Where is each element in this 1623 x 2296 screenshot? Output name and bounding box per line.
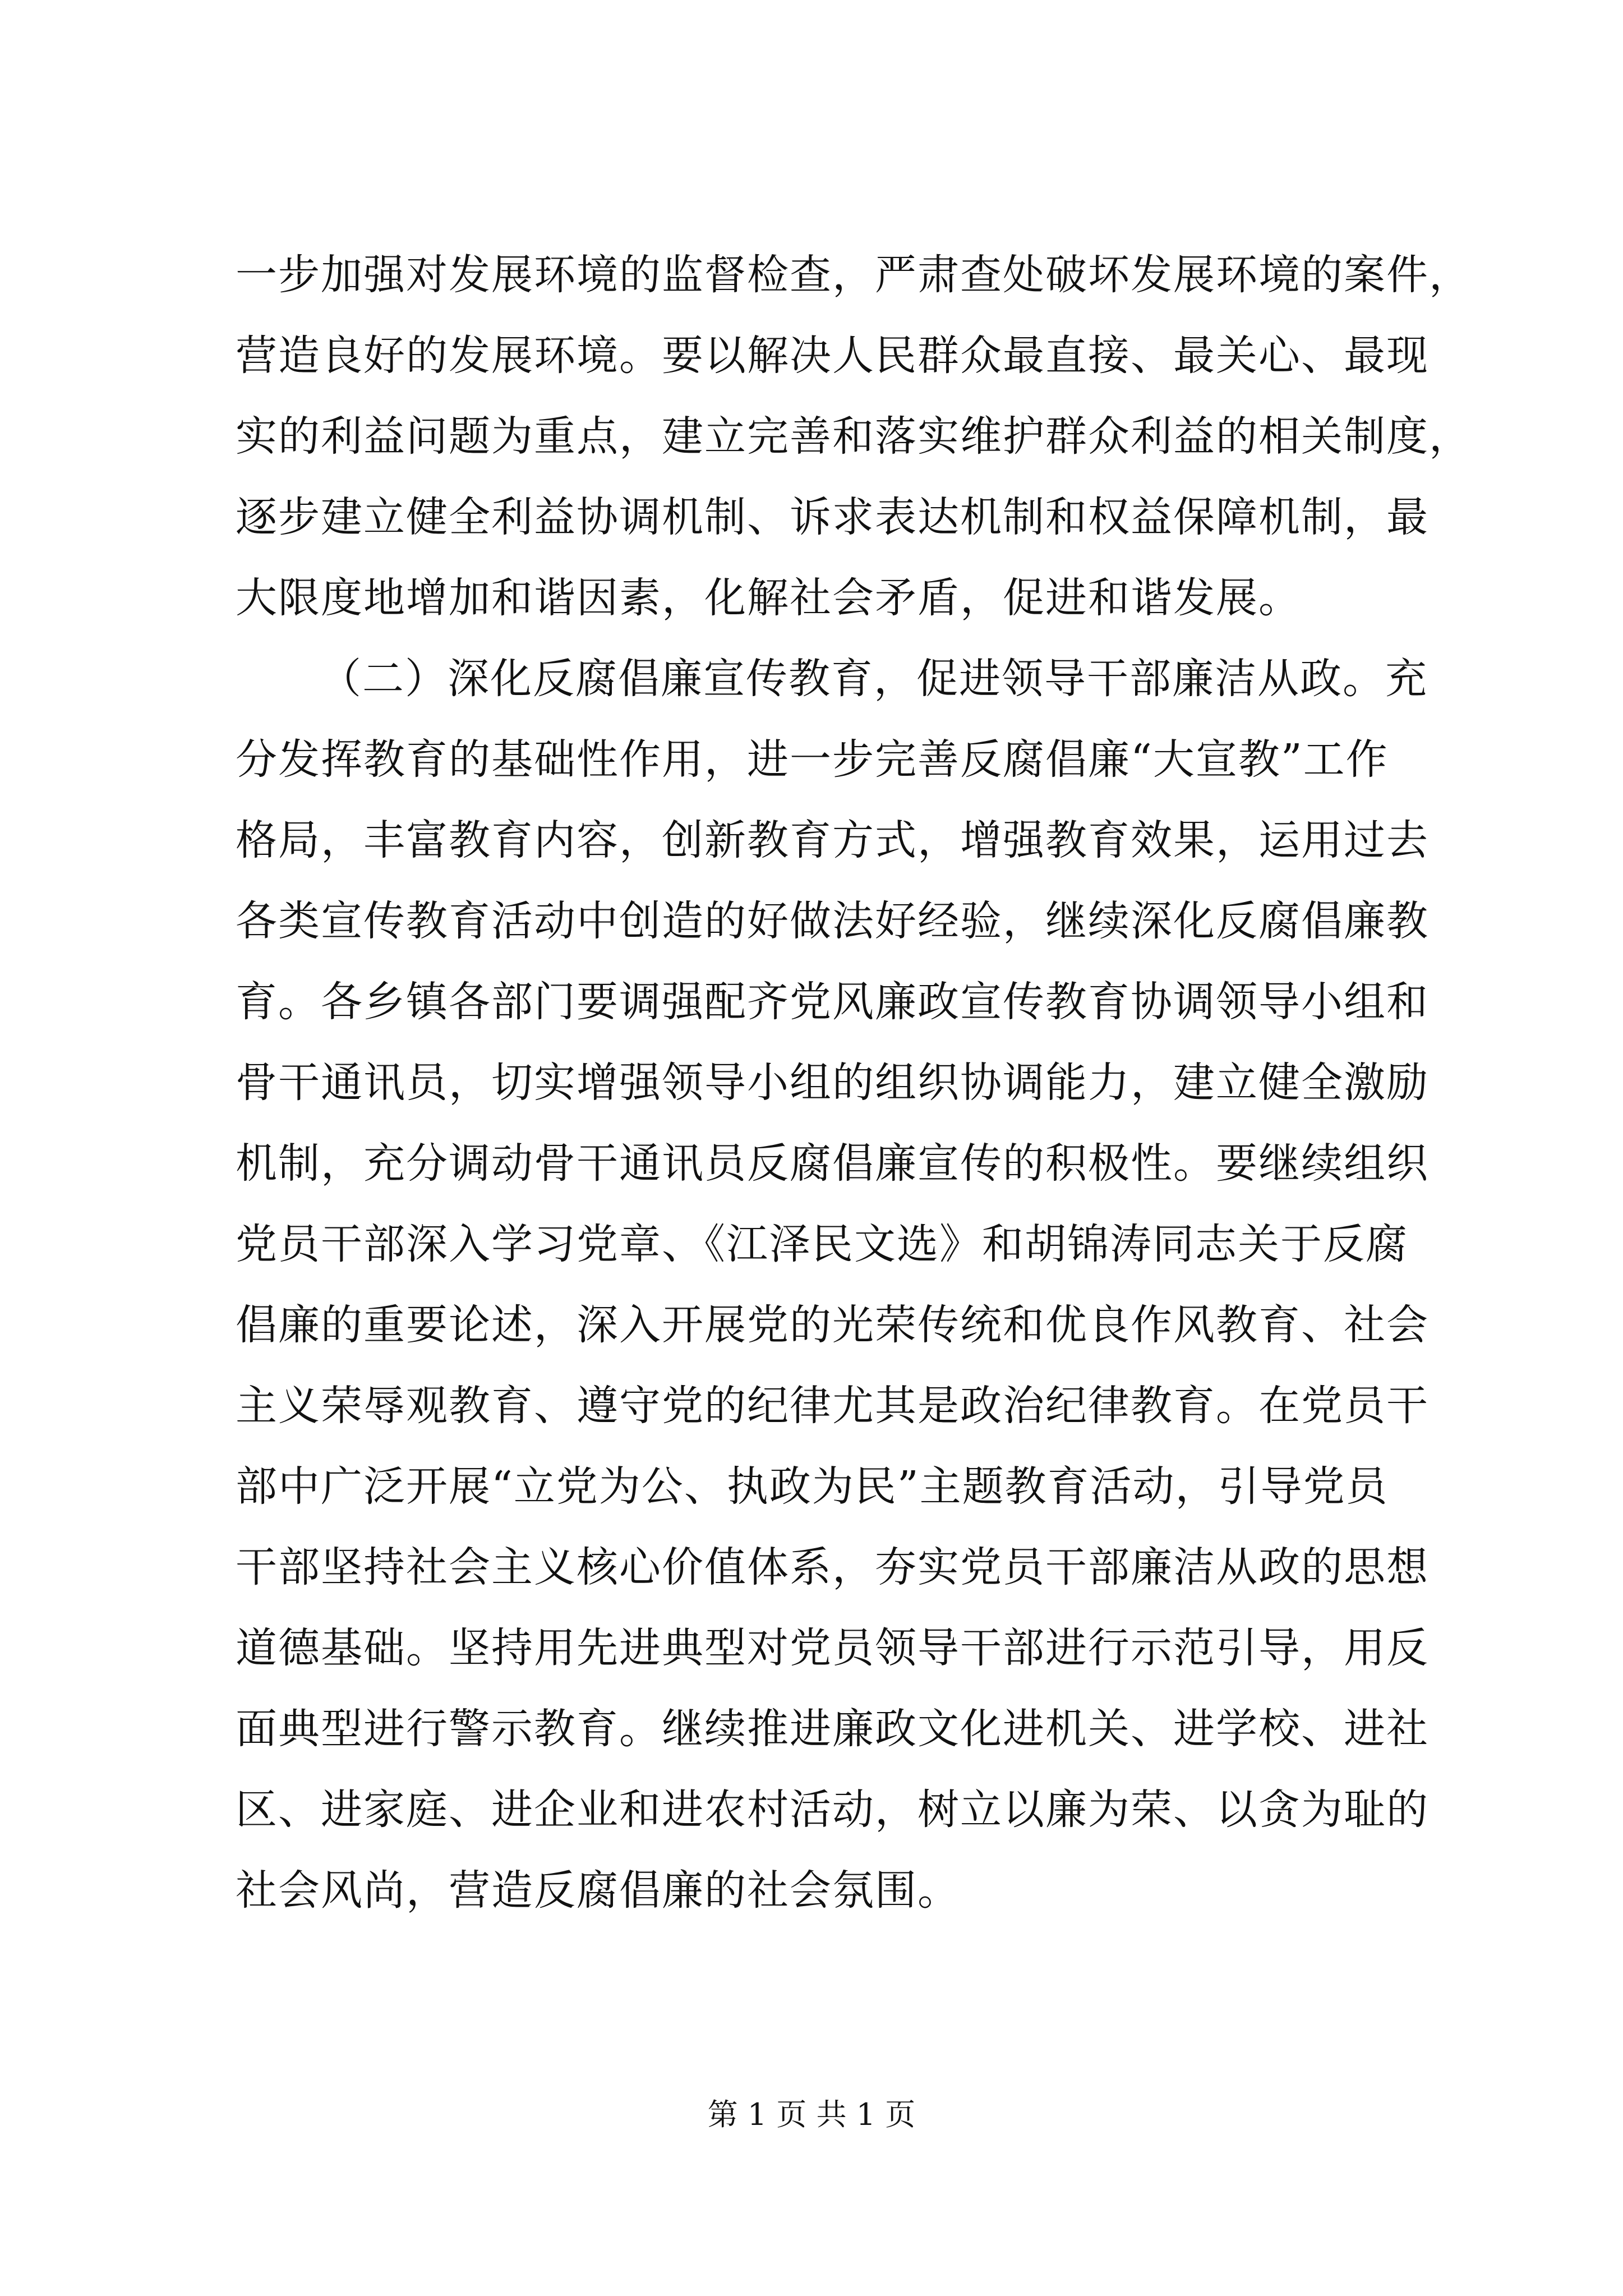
text-line-20: 区、进家庭、进企业和进农村活动，树立以廉为荣、以贪为耻的 xyxy=(236,1786,1429,1834)
text-line-11: 骨干通讯员，切实增强领导小组的组织协调能力，建立健全激励 xyxy=(236,1059,1429,1107)
text-line-18: 道德基础。坚持用先进典型对党员领导干部进行示范引导，用反 xyxy=(236,1624,1429,1672)
text-line-1: 一步加强对发展环境的监督检查，严肃查处破坏发展环境的案件， xyxy=(236,251,1472,299)
text-line-5: 大限度地增加和谐因素，化解社会矛盾，促进和谐发展。 xyxy=(236,574,1301,622)
text-line-3: 实的利益问题为重点，建立完善和落实维护群众利益的相关制度， xyxy=(236,412,1472,461)
text-line-14: 倡廉的重要论述，深入开展党的光荣传统和优良作风教育、社会 xyxy=(236,1301,1429,1349)
text-line-2: 营造良好的发展环境。要以解决人民群众最直接、最关心、最现 xyxy=(236,332,1429,380)
text-line-12: 机制，充分调动骨干通讯员反腐倡廉宣传的积极性。要继续组织 xyxy=(236,1139,1429,1188)
text-line-19: 面典型进行警示教育。继续推进廉政文化进机关、进学校、进社 xyxy=(236,1705,1429,1753)
section-heading-line: （二）深化反腐倡廉宣传教育，促进领导干部廉洁从政。充 xyxy=(320,655,1428,703)
text-line-15: 主义荣辱观教育、遵守党的纪律尤其是政治纪律教育。在党员干 xyxy=(236,1382,1429,1430)
text-line-7: 分发挥教育的基础性作用，进一步完善反腐倡廉“大宣教”工作 xyxy=(236,735,1389,784)
text-line-9: 各类宣传教育活动中创造的好做法好经验，继续深化反腐倡廉教 xyxy=(236,897,1429,945)
text-line-17: 干部坚持社会主义核心价值体系，夯实党员干部廉洁从政的思想 xyxy=(236,1543,1429,1591)
text-line-21: 社会风尚，营造反腐倡廉的社会氛围。 xyxy=(236,1866,960,1915)
text-line-10: 育。各乡镇各部门要调强配齐党风廉政宣传教育协调领导小组和 xyxy=(236,978,1429,1026)
text-line-8: 格局，丰富教育内容，创新教育方式，增强教育效果，运用过去 xyxy=(236,816,1429,864)
page-number-footer: 第 1 页 共 1 页 xyxy=(707,2097,916,2132)
text-line-16: 部中广泛开展“立党为公、执政为民”主题教育活动，引导党员 xyxy=(236,1462,1389,1511)
text-line-4: 逐步建立健全利益协调机制、诉求表达机制和权益保障机制，最 xyxy=(236,493,1429,541)
text-line-13: 党员干部深入学习党章、《江泽民文选》和胡锦涛同志关于反腐 xyxy=(236,1220,1408,1268)
